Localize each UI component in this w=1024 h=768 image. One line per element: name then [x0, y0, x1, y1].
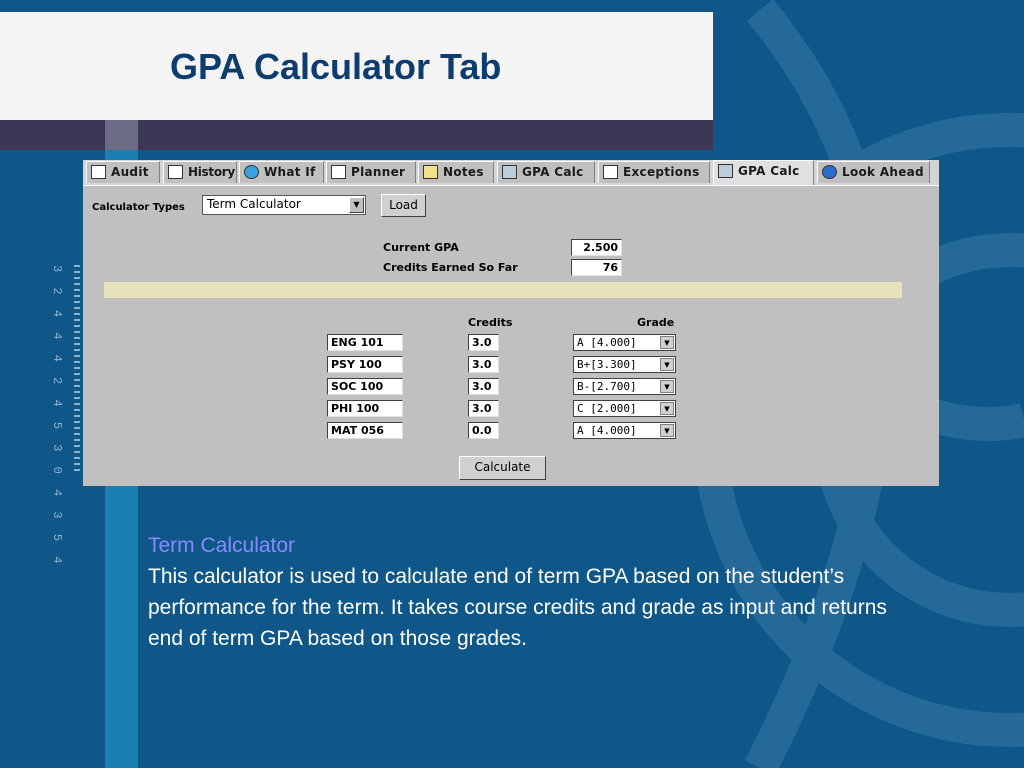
current-gpa-value: 2.500 — [583, 241, 618, 254]
history-icon — [168, 165, 183, 179]
course-value: ENG 101 — [331, 336, 384, 349]
course-value: MAT 056 — [331, 424, 384, 437]
grade-select[interactable] — [573, 356, 676, 373]
credits-field[interactable] — [468, 400, 499, 417]
credits-field[interactable] — [468, 334, 499, 351]
tab-label: GPA Calc — [522, 165, 584, 179]
tab-label: What If — [264, 165, 316, 179]
side-digits — [48, 265, 78, 568]
credits-field[interactable] — [468, 422, 499, 439]
tab-audit[interactable] — [86, 161, 160, 183]
chevron-down-icon[interactable]: ▼ — [660, 424, 674, 437]
tab-look-ahead[interactable] — [817, 161, 930, 183]
course-field[interactable] — [327, 378, 403, 395]
credits-earned-field[interactable] — [571, 259, 622, 276]
course-value: PSY 100 — [331, 358, 382, 371]
calculator-type-select[interactable] — [202, 195, 366, 215]
side-digits-text: 3 2 4 4 4 2 4 5 3 0 4 3 5 4 — [50, 265, 64, 568]
notes-icon — [423, 165, 438, 179]
chevron-down-icon[interactable]: ▼ — [660, 358, 674, 371]
course-field[interactable] — [327, 422, 403, 439]
grade-value: C [2.000] — [577, 402, 637, 415]
tab-bar — [83, 160, 939, 186]
chevron-down-icon[interactable]: ▼ — [660, 380, 674, 393]
audit-icon — [91, 165, 106, 179]
credits-header: Credits — [468, 316, 513, 329]
tab-label: GPA Calc — [738, 164, 800, 178]
description-body: This calculator is used to calculate end of term GPA based on the student’s performance for the term. It takes course credits and grade as input and returns end of term GPA based on those grades. — [148, 565, 887, 650]
credits-value: 3.0 — [472, 336, 492, 349]
description — [148, 530, 888, 654]
tab-label: Exceptions — [623, 165, 700, 179]
credits-field[interactable] — [468, 378, 499, 395]
course-field[interactable] — [327, 356, 403, 373]
grade-select[interactable] — [573, 378, 676, 395]
course-field[interactable] — [327, 400, 403, 417]
tab-gpa-calc[interactable] — [497, 161, 595, 183]
chevron-down-icon[interactable]: ▼ — [349, 197, 364, 213]
chevron-down-icon[interactable]: ▼ — [660, 402, 674, 415]
grade-value: B-[2.700] — [577, 380, 637, 393]
calculator-icon — [718, 164, 733, 178]
calculate-button[interactable]: Calculate — [459, 456, 546, 480]
description-heading: Term Calculator — [148, 534, 296, 557]
grade-header: Grade — [637, 316, 675, 329]
grade-value: A [4.000] — [577, 424, 637, 437]
tab-label: Planner — [351, 165, 406, 179]
tab-what-if[interactable] — [239, 161, 324, 183]
tab-history[interactable] — [163, 161, 237, 183]
degree-audit-window — [83, 160, 939, 486]
current-gpa-field[interactable] — [571, 239, 622, 256]
tab-label: Audit — [111, 165, 149, 179]
tab-label: Notes — [443, 165, 484, 179]
load-button[interactable]: Load — [381, 194, 426, 217]
grade-select[interactable] — [573, 400, 676, 417]
tab-planner[interactable] — [326, 161, 416, 183]
credits-value: 3.0 — [472, 358, 492, 371]
planner-icon — [331, 165, 346, 179]
tab-label: History — [188, 165, 235, 179]
separator-bar — [104, 282, 902, 298]
title-box — [0, 12, 713, 120]
header-stripe-accent — [105, 120, 138, 150]
calculator-type-value: Term Calculator — [207, 197, 301, 211]
course-value: SOC 100 — [331, 380, 384, 393]
tab-exceptions[interactable] — [598, 161, 710, 183]
tab-label: Look Ahead — [842, 165, 924, 179]
exceptions-icon — [603, 165, 618, 179]
tab-notes[interactable] — [418, 161, 494, 183]
calculator-types-label: Calculator Types — [92, 202, 185, 213]
ruler-ticks — [74, 265, 80, 473]
grade-value: A [4.000] — [577, 336, 637, 349]
credits-value: 3.0 — [472, 380, 492, 393]
chevron-down-icon[interactable]: ▼ — [660, 336, 674, 349]
credits-earned-label: Credits Earned So Far — [383, 261, 518, 274]
credits-value: 0.0 — [472, 424, 492, 437]
grade-value: B+[3.300] — [577, 358, 637, 371]
credits-field[interactable] — [468, 356, 499, 373]
course-field[interactable] — [327, 334, 403, 351]
globe-icon — [244, 165, 259, 179]
credits-value: 3.0 — [472, 402, 492, 415]
tab-gpa-calc-active[interactable] — [713, 160, 814, 185]
grade-select[interactable] — [573, 422, 676, 439]
lookahead-icon — [822, 165, 837, 179]
page-title: GPA Calculator Tab — [170, 46, 502, 87]
course-value: PHI 100 — [331, 402, 380, 415]
current-gpa-label: Current GPA — [383, 241, 459, 254]
calculator-icon — [502, 165, 517, 179]
grade-select[interactable] — [573, 334, 676, 351]
credits-earned-value: 76 — [602, 261, 618, 274]
